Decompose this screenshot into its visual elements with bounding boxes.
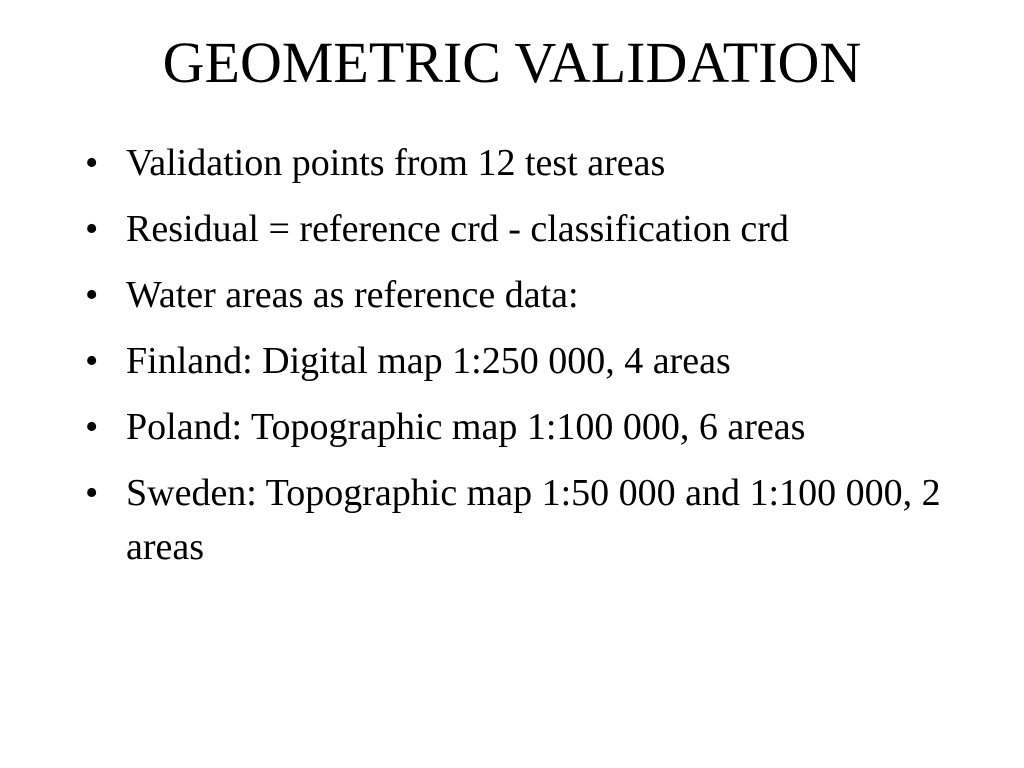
bullet-text: Poland: Topographic map 1:100 000, 6 areas: [126, 406, 806, 448]
bullet-text: Finland: Digital map 1:250 000, 4 areas: [126, 340, 731, 382]
bullet-item-validation-points: [85, 136, 945, 190]
bullet-item-finland: [85, 334, 945, 388]
bullet-icon: •: [85, 406, 99, 448]
bullet-text: Validation points from 12 test areas: [126, 142, 666, 184]
bullet-icon: •: [85, 142, 99, 184]
bullet-list: [85, 136, 945, 586]
bullet-icon: •: [85, 472, 99, 514]
bullet-item-water-areas: [85, 268, 945, 322]
bullet-icon: •: [85, 208, 99, 250]
bullet-text: Water areas as reference data:: [126, 274, 579, 316]
bullet-text: Sweden: Topographic map 1:50 000 and 1:100 000, 2 areas: [126, 472, 941, 568]
slide-title: GEOMETRIC VALIDATION: [162, 30, 862, 95]
bullet-icon: •: [85, 274, 99, 316]
bullet-item-residual: [85, 202, 945, 256]
bullet-item-sweden: [85, 466, 945, 574]
bullet-item-poland: [85, 400, 945, 454]
bullet-text: Residual = reference crd - classification crd: [126, 208, 789, 250]
bullet-icon: •: [85, 340, 99, 382]
